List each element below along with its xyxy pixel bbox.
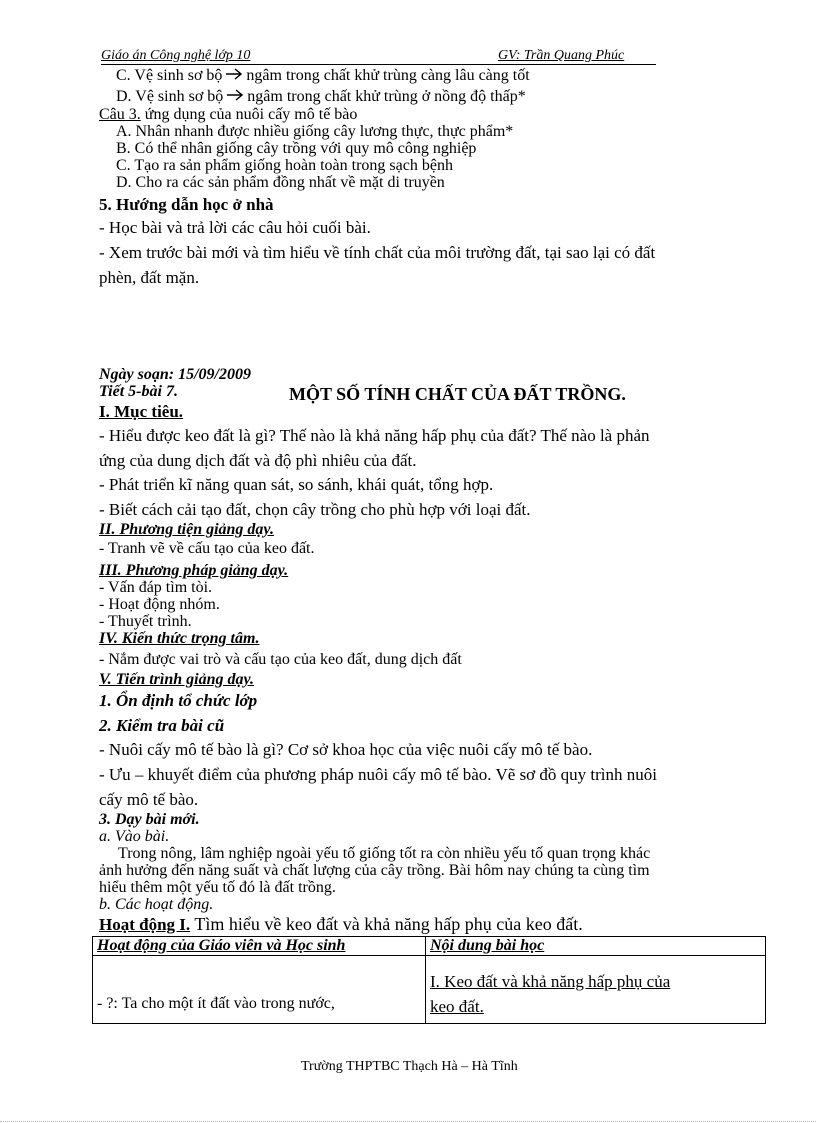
process-heading: V. Tiến trình giảng dạy.	[99, 671, 254, 688]
option-c: C. Vệ sinh sơ bộ ngâm trong chất khử trùng càng lâu càng tốt	[116, 67, 530, 84]
objectives-line-3: - Biết cách cải tạo đất, chọn cây trồng cho phù hợp với loại đất.	[99, 500, 531, 519]
header-rule	[101, 64, 656, 65]
lesson-date: Ngày soạn: 15/09/2009	[99, 366, 251, 383]
option-d: D. Vệ sinh sơ bộ ngâm trong chất khử trùng ở nồng độ thấp*	[116, 88, 526, 105]
methods-line-1: - Vấn đáp tìm tòi.	[99, 579, 213, 596]
table-header-teacher-student: Hoạt động của Giáo viên và Học sinh	[93, 937, 426, 956]
intro-line-3: hiểu thêm một yếu tố đó là đất trồng.	[99, 879, 336, 896]
step-3: 3. Dạy bài mới.	[99, 811, 200, 828]
footer: Trường THPTBC Thạch Hà – Hà Tĩnh	[301, 1059, 518, 1074]
step-2: 2. Kiểm tra bài cũ	[99, 716, 225, 735]
intro-line-1: Trong nông, lâm nghiệp ngoài yếu tố giống tốt ra còn nhiều yếu tố quan trọng khác	[118, 845, 651, 862]
means-line-1: - Tranh vẽ về cấu tạo của keo đất.	[99, 540, 315, 557]
homework-line-2a: - Xem trước bài mới và tìm hiểu về tính chất của môi trường đất, tại sao lại có đất	[99, 243, 656, 262]
page-bottom-rule	[0, 1121, 816, 1122]
objectives-heading: I. Mục tiêu.	[99, 402, 184, 421]
right-arrow-icon	[227, 89, 243, 101]
table-header-content: Nội dung bài học	[426, 937, 766, 956]
header-right: GV: Trần Quang Phúc	[498, 48, 625, 63]
lesson-period: Tiết 5-bài 7.	[99, 383, 178, 400]
homework-line-1: - Học bài và trả lời các câu hỏi cuối bài.	[99, 218, 371, 237]
header-left: Giáo án Công nghệ lớp 10	[101, 48, 251, 63]
table-cell-content: I. Keo đất và khả năng hấp phụ của keo đất.	[426, 956, 766, 1024]
step-2-line-2a: - Ưu – khuyết điểm của phương pháp nuôi cấy mô tế bào. Vẽ sơ đồ quy trình nuôi	[99, 765, 658, 784]
objectives-line-2: - Phát triển kĩ năng quan sát, so sánh, khái quát, tổng hợp.	[99, 475, 494, 494]
focus-heading: IV. Kiến thức trọng tâm.	[99, 630, 260, 647]
step-2-line-2b: cấy mô tế bào.	[99, 790, 199, 809]
table-header-row	[93, 937, 766, 956]
homework-line-2b: phèn, đất mặn.	[99, 268, 200, 287]
table-cell-activity: - ?: Ta cho một ít đất vào trong nước,	[93, 956, 426, 1024]
q3-option-c: C. Tạo ra sản phẩm giống hoàn toàn trong sạch bệnh	[116, 157, 453, 174]
methods-heading: III. Phương pháp giảng dạy.	[99, 562, 289, 579]
q3-option-b: B. Có thể nhân giống cây trồng với quy mô công nghiệp	[116, 140, 477, 157]
q3-option-a: A. Nhân nhanh được nhiều giống cây lương thực, thực phẩm*	[116, 123, 514, 140]
intro-line-2: ảnh hưởng đến năng suất và chất lượng của cây trồng. Bài hôm nay chúng ta cùng tìm	[99, 862, 650, 879]
homework-title: 5. Hướng dẫn học ở nhà	[99, 195, 274, 214]
methods-line-3: - Thuyết trình.	[99, 613, 192, 630]
right-arrow-icon	[226, 68, 242, 80]
objectives-line-1b: ứng của dung dịch đất và độ phì nhiêu của đất.	[99, 451, 417, 470]
methods-line-2: - Hoạt động nhóm.	[99, 596, 220, 613]
step-3b: b. Các hoạt động.	[99, 896, 214, 913]
activity-table	[92, 936, 766, 1024]
step-2-line-1: - Nuôi cấy mô tế bào là gì? Cơ sở khoa học của việc nuôi cấy mô tế bào.	[99, 740, 593, 759]
activity-1: Hoạt động I. Tìm hiểu về keo đất và khả năng hấp phụ của keo đất.	[99, 914, 583, 934]
means-heading: II. Phương tiện giảng dạy.	[99, 521, 274, 538]
table-row	[93, 956, 766, 1024]
focus-line-1: - Nắm được vai trò và cấu tạo của keo đất, dung dịch đất	[99, 651, 462, 668]
step-3a: a. Vào bài.	[99, 828, 170, 845]
q3-option-d: D. Cho ra các sản phẩm đồng nhất về mặt di truyền	[116, 174, 445, 191]
step-1: 1. Ổn định tổ chức lớp	[99, 691, 258, 710]
question-3: Câu 3. ứng dụng của nuôi cấy mô tế bào	[99, 106, 358, 123]
lesson-title: MỘT SỐ TÍNH CHẤT CỦA ĐẤT TRỒNG.	[289, 384, 626, 404]
objectives-line-1a: - Hiểu được keo đất là gì? Thế nào là khả năng hấp phụ của đất? Thế nào là phản	[99, 426, 650, 445]
